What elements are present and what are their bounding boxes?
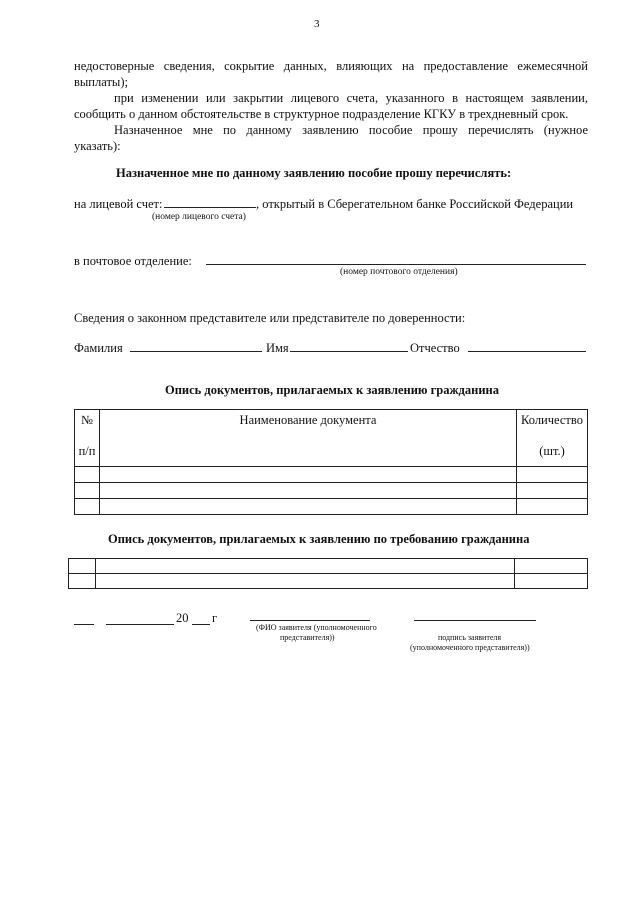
header-number-bottom: п/п [78,444,96,458]
paragraph-2-line-1: при изменении или закрытии лицевого счета, указанного в настоящем заявлении, [114,91,588,105]
table-row [75,499,588,515]
paragraph-3-line-1: Назначенное мне по данному заявлению пособие прошу перечислять (нужное [114,123,588,137]
post-office-caption: (номер почтового отделения) [340,267,458,277]
surname-field[interactable] [130,351,262,352]
applicant-signature-caption-line-1: подпись заявителя [438,633,502,642]
post-office-field[interactable] [206,264,586,265]
surname-label: Фамилия [74,341,123,355]
table-header-name: Наименование документа [100,410,517,467]
table-header-number [75,410,100,467]
post-office-label: в почтовое отделение: [74,254,192,268]
table-header-quantity [517,410,588,467]
date-month-field[interactable] [106,624,174,625]
patronymic-label: Отчество [410,341,460,355]
date-day-field[interactable] [74,624,94,625]
representative-heading: Сведения о законном представителе или представителе по доверенности: [74,311,466,325]
date-year-field[interactable] [192,624,210,625]
name-label: Имя [266,341,289,355]
documents-table-title: Опись документов, прилагаемых к заявлению гражданина [165,383,499,397]
table-row [69,574,588,589]
table-row [69,559,588,574]
applicant-name-field[interactable] [250,620,370,621]
header-quantity-top: Количество [521,413,583,427]
table-row [75,483,588,499]
header-quantity-bottom: (шт.) [539,444,565,458]
applicant-name-caption-line-2: представителя)) [280,633,335,642]
account-number-field[interactable] [164,207,256,208]
paragraph-2-line-2: сообщить о данном обстоятельстве в структурное подразделение КГКУ в трехдневный срок. [74,107,569,121]
name-field[interactable] [290,351,408,352]
patronymic-field[interactable] [468,351,586,352]
requested-documents-table [68,558,588,589]
applicant-name-caption-line-1: (ФИО заявителя (уполномоченного [256,623,377,632]
account-bank-text: , открытый в Сберегательном банке Российской Федерации [256,197,574,211]
table-row [75,467,588,483]
account-label: на лицевой счет: [74,197,163,211]
header-number-top: № [81,413,93,427]
date-year-prefix: 20 [176,611,189,625]
date-year-suffix: г [212,611,218,625]
documents-table [74,409,588,515]
requested-documents-table-title: Опись документов, прилагаемых к заявлению по требованию гражданина [108,532,530,546]
payment-section-heading: Назначенное мне по данному заявлению пособие прошу перечислять: [116,166,512,180]
page-number: 3 [314,18,320,30]
applicant-signature-caption-line-2: (уполномоченного представителя)) [410,643,530,652]
account-number-caption: (номер лицевого счета) [152,212,246,222]
paragraph-3-line-2: указать): [74,139,121,153]
applicant-signature-field[interactable] [414,620,536,621]
paragraph-1-line-1: недостоверные сведения, сокрытие данных, влияющих на предоставление ежемесячной [74,59,588,73]
paragraph-1-line-2: выплаты); [74,75,128,89]
